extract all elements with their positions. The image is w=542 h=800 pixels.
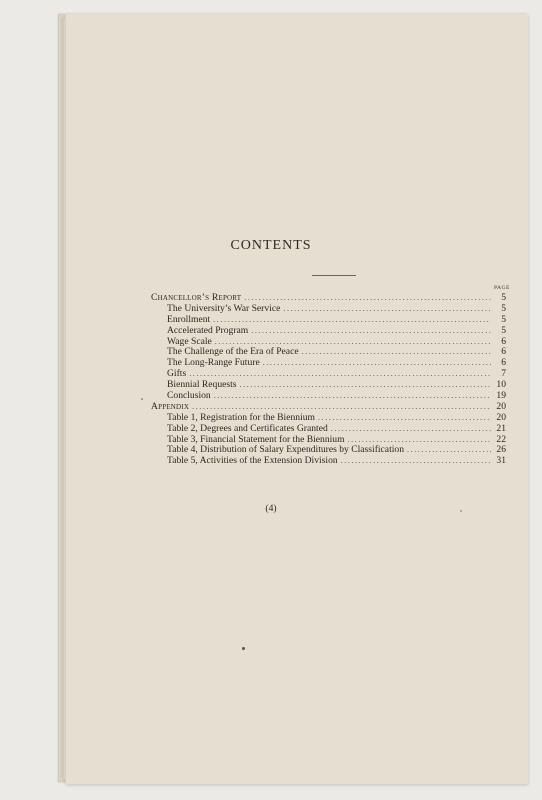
dot-leader — [240, 380, 491, 391]
dot-leader — [302, 347, 491, 358]
toc-entry-label: Wage Scale — [167, 335, 212, 347]
paper-speck — [242, 647, 245, 650]
dot-leader — [244, 293, 491, 304]
toc-entry-label: Table 2, Degrees and Certificates Granted — [167, 422, 328, 434]
page-edge — [63, 14, 64, 778]
dot-leader — [213, 315, 491, 326]
toc-entry-page-number: 5 — [501, 313, 506, 325]
toc-entry-page-number: 6 — [501, 346, 506, 358]
toc-entry-page-number: 20 — [496, 400, 506, 412]
dot-leader — [263, 358, 491, 369]
toc-entry-page-number: 10 — [496, 379, 506, 391]
dot-leader — [407, 445, 491, 456]
page-title: CONTENTS — [230, 238, 312, 253]
dot-leader — [251, 326, 491, 337]
toc-entry-label: Table 1, Registration for the Biennium — [167, 411, 316, 423]
toc-entry-label: Table 5, Activities of the Extension Division — [167, 455, 338, 467]
toc-entry-page-number: 26 — [496, 444, 506, 456]
toc-entry-page-number: 6 — [501, 357, 506, 369]
toc-entry-label: Chancellor’s Report — [151, 292, 242, 303]
dot-leader — [283, 304, 491, 315]
page-column-header: PAGE — [494, 285, 510, 291]
page-edge — [60, 14, 61, 778]
toc-entry-page-number: 31 — [496, 455, 506, 467]
title-rule — [312, 275, 356, 276]
toc-entry-label: Gifts — [167, 368, 187, 380]
toc-entry-label: Appendix — [151, 400, 190, 412]
toc-entry — [151, 424, 506, 435]
toc-entry-label: The University’s War Service — [167, 302, 281, 314]
toc-entry-label: Accelerated Program — [167, 324, 249, 336]
toc-entry-page-number: 20 — [496, 411, 506, 423]
toc-entry-label: Conclusion — [167, 390, 211, 402]
toc-entry-label: Biennial Requests — [167, 379, 237, 391]
toc-entry-label: Enrollment — [167, 313, 211, 325]
page-folio: (4) — [265, 503, 277, 514]
toc-entry-page-number: 7 — [501, 368, 506, 380]
toc-entry-page-number: 22 — [496, 433, 506, 445]
toc-entry-label: Table 3, Financial Statement for the Biennium — [167, 433, 345, 445]
toc-entry-page-number: 6 — [501, 335, 506, 347]
toc-entry — [151, 326, 506, 337]
dot-leader — [214, 391, 491, 402]
toc-entry-label: Table 4, Distribution of Salary Expenditures by Classification — [167, 444, 404, 456]
dot-leader — [331, 424, 491, 435]
dot-leader — [318, 413, 491, 424]
toc-entry-page-number: 5 — [501, 302, 506, 314]
toc-entry — [151, 456, 506, 467]
toc-entry-page-number: 5 — [501, 292, 506, 303]
toc-entry — [151, 358, 506, 369]
dot-leader — [341, 456, 491, 467]
table-of-contents — [151, 293, 506, 467]
toc-entry — [151, 391, 506, 402]
toc-entry-label: The Challenge of the Era of Peace — [167, 346, 299, 358]
toc-entry-label: The Long-Range Future — [167, 357, 260, 369]
toc-entry-page-number: 5 — [501, 324, 506, 336]
toc-entry-page-number: 19 — [496, 390, 506, 402]
paper-speck — [141, 398, 143, 400]
toc-entry-page-number: 21 — [496, 422, 506, 434]
paper-speck — [460, 510, 462, 512]
